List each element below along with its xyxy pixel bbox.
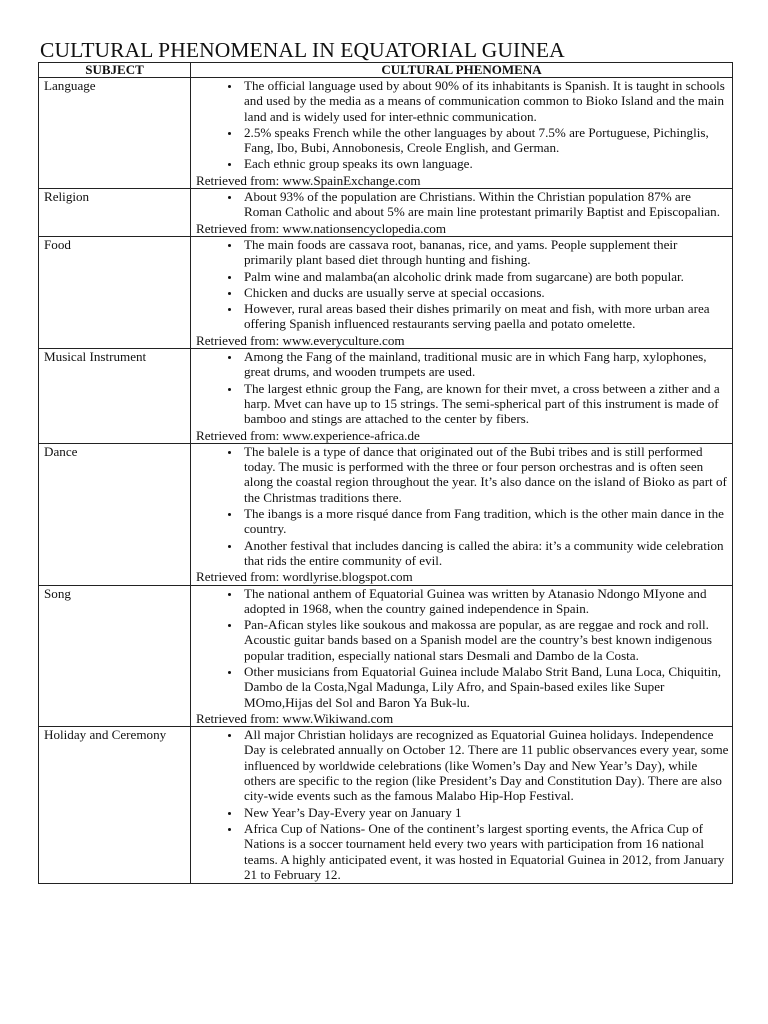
phenomena-list-item: • Africa Cup of Nations- One of the continent’s largest sporting events, the Africa Cup of Nations is a soccer tournament held every two years with participation from 16 national teams. A highly anticipated event, it was hosted in Equatorial Guinea in 2012, from January 21 to February 12. bbox=[241, 821, 729, 882]
retrieved-from-source: Retrieved from: www.nationsencyclopedia.com bbox=[196, 220, 447, 236]
phenomena-cell bbox=[191, 78, 733, 189]
header-cultural-phenomena: CULTURAL PHENOMENA bbox=[191, 63, 733, 78]
phenomena-cell bbox=[191, 236, 733, 348]
phenomena-cell bbox=[191, 443, 733, 585]
cultural-phenomena-table bbox=[38, 62, 733, 884]
phenomena-list-item: • Each ethnic group speaks its own language. bbox=[241, 156, 729, 171]
phenomena-list-item: • About 93% of the population are Christians. Within the Christian population 87% are Roman Catholic and about 5% are main line protestant primarily Baptist and Episcopalian. bbox=[241, 189, 729, 220]
phenomena-list-item: • The national anthem of Equatorial Guinea was written by Atanasio Ndongo MIyone and adopted in 1968, when the country gained independence in Spain. bbox=[241, 586, 729, 617]
phenomena-list-item: • Among the Fang of the mainland, traditional music are in which Fang harp, xylophones, great drums, and wooden trumpets are used. bbox=[241, 349, 729, 380]
phenomena-list-item: • Palm wine and malamba(an alcoholic drink made from sugarcane) are both popular. bbox=[241, 269, 729, 284]
phenomena-list-item: • New Year’s Day-Every year on January 1 bbox=[241, 805, 729, 820]
retrieved-from-source: Retrieved from: www.experience-africa.de bbox=[196, 427, 420, 443]
phenomena-list-item: • The official language used by about 90% of its inhabitants is Spanish. It is taught in schools and used by the media as a means of communication common to Bioko Island and the main land and is widely used for inter-ethnic communication. bbox=[241, 78, 729, 124]
table-row bbox=[39, 189, 733, 237]
subject-cell: Musical Instrument bbox=[39, 349, 191, 444]
phenomena-list-item: • Pan-Afican styles like soukous and makossa are popular, as are reggae and rock and roll. Acoustic guitar bands based on a Spanish model are the country’s best known indigenous popular tradition, especially national stars Desmali and Dambo de la Costa. bbox=[241, 617, 729, 663]
subject-cell: Dance bbox=[39, 443, 191, 585]
phenomena-list-item: • All major Christian holidays are recognized as Equatorial Guinea holidays. Independence Day is celebrated annually on October 12. There are 11 public observances every year, some influenced by worldwide celebrations (like Women’s Day and New Year’s Day), while others are specific to the region (like President’s Day and Constitution Day). There are also city-wide events such as the famous Malabo Hip-Hop Festival. bbox=[241, 727, 729, 803]
table-row bbox=[39, 585, 733, 727]
phenomena-list-item: • The ibangs is a more risqué dance from Fang tradition, which is the other main dance in the country. bbox=[241, 506, 729, 537]
phenomena-list bbox=[196, 586, 729, 710]
phenomena-cell bbox=[191, 585, 733, 727]
document-title: CULTURAL PHENOMENAL IN EQUATORIAL GUINEA bbox=[40, 38, 565, 62]
phenomena-list bbox=[196, 237, 729, 332]
phenomena-list-item: • The main foods are cassava root, bananas, rice, and yams. People supplement their primarily plant based diet through hunting and fishing. bbox=[241, 237, 729, 268]
phenomena-cell bbox=[191, 189, 733, 237]
phenomena-list bbox=[196, 444, 729, 568]
table-header-row bbox=[39, 63, 733, 78]
header-subject: SUBJECT bbox=[39, 63, 191, 78]
phenomena-list bbox=[196, 727, 729, 882]
subject-cell: Holiday and Ceremony bbox=[39, 727, 191, 884]
retrieved-from-source: Retrieved from: www.Wikiwand.com bbox=[196, 710, 394, 726]
table-row bbox=[39, 78, 733, 189]
phenomena-list bbox=[196, 78, 729, 172]
subject-cell: Song bbox=[39, 585, 191, 727]
phenomena-list-item: • Another festival that includes dancing is called the abira: it’s a community wide celebration that rids the entire community of evil. bbox=[241, 538, 729, 569]
retrieved-from-source: Retrieved from: www.SpainExchange.com bbox=[196, 172, 421, 188]
table-row bbox=[39, 727, 733, 884]
phenomena-list bbox=[196, 349, 729, 426]
phenomena-list-item: • Chicken and ducks are usually serve at special occasions. bbox=[241, 285, 729, 300]
table-row bbox=[39, 236, 733, 348]
subject-cell: Food bbox=[39, 236, 191, 348]
phenomena-cell bbox=[191, 727, 733, 884]
retrieved-from-source: Retrieved from: wordlyrise.blogspot.com bbox=[196, 569, 413, 585]
table-row bbox=[39, 443, 733, 585]
phenomena-list-item: • The balele is a type of dance that originated out of the Bubi tribes and is still performed today. The music is performed with the three or four person orchestras and is often seen along the coastal region throughout the year. It’s also dance on the island of Bioko as part of the Christmas traditions there. bbox=[241, 444, 729, 505]
phenomena-list bbox=[196, 189, 729, 220]
table-row bbox=[39, 349, 733, 444]
phenomena-list-item: • The largest ethnic group the Fang, are known for their mvet, a cross between a zither and a harp. Mvet can have up to 15 strings. The semi-spherical part of this instrument is made of bamboo and stings are attached to the center by fibers. bbox=[241, 381, 729, 427]
subject-cell: Religion bbox=[39, 189, 191, 237]
retrieved-from-source: Retrieved from: www.everyculture.com bbox=[196, 332, 405, 348]
phenomena-list-item: • However, rural areas based their dishes primarily on meat and fish, with more urban area offering Spanish influenced restaurants serving paella and potato omelette. bbox=[241, 301, 729, 332]
phenomena-list-item: • 2.5% speaks French while the other languages by about 7.5% are Portuguese, Pichinglis, Fang, Ibo, Bubi, Annobonesis, Creole English, and German. bbox=[241, 125, 729, 156]
phenomena-cell bbox=[191, 349, 733, 444]
subject-cell: Language bbox=[39, 78, 191, 189]
phenomena-list-item: • Other musicians from Equatorial Guinea include Malabo Strit Band, Luna Loca, Chiquitin, Dambo de la Costa,Ngal Madunga, Lily Afro, and Spain-based exiles like Super MOmo,Hijas del Sol and Baron Ya Buk-lu. bbox=[241, 664, 729, 710]
